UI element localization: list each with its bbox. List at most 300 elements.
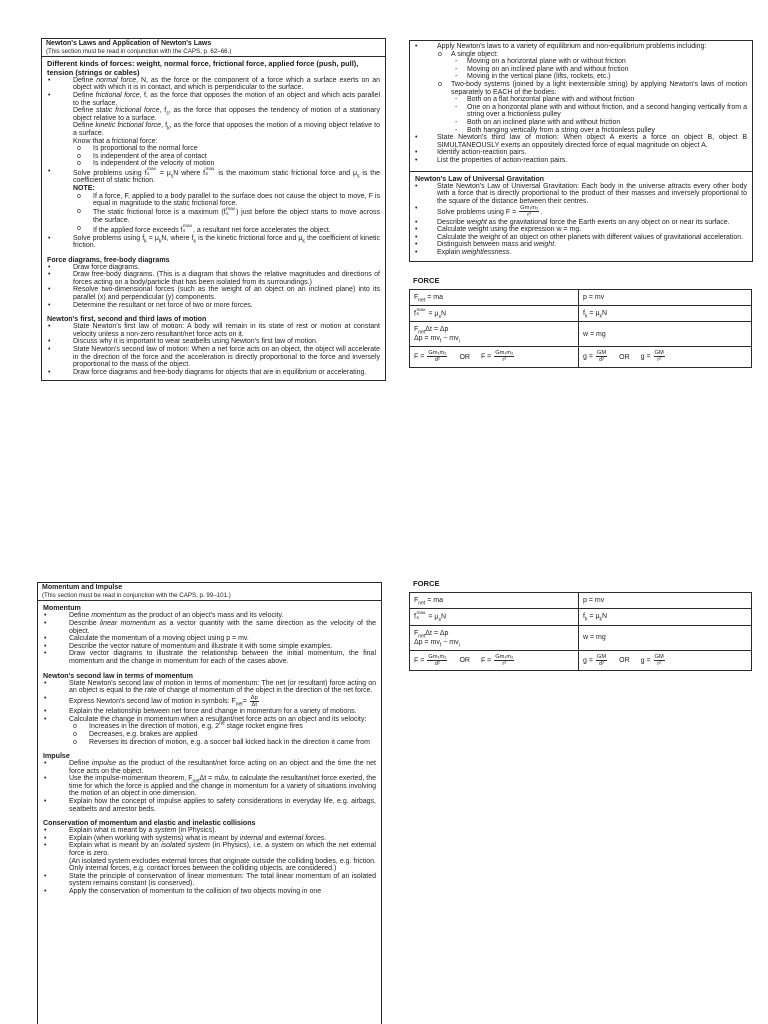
fraction (596, 654, 607, 667)
subscript: i (458, 338, 460, 345)
list-item (415, 226, 747, 234)
text-run: Is independent of the velocity of motion (93, 160, 215, 168)
list-item (47, 208, 380, 225)
sub-superscript (206, 168, 215, 178)
text-run: and (262, 834, 279, 842)
text-run: Solve problems using F = (437, 208, 519, 216)
fraction-denominator: Δt (251, 701, 257, 708)
bullet-marker: • (44, 715, 47, 723)
text-run: Resolve two-dimensional forces (such as the weight of an object on an inclined plane) into its parallel (x) and perpendicular (y) components. (73, 286, 380, 302)
italic-term: normal force (96, 76, 137, 84)
text-run: F (414, 293, 419, 301)
bullet-marker: • (44, 834, 47, 842)
text-run: = μ (587, 613, 600, 621)
bullet-marker: o (77, 160, 81, 168)
text-run: Explain what is meant by an (69, 842, 162, 850)
text-run: (in Physics), i.e. a system on which the net external force is zero. (69, 842, 376, 858)
force-formula-table (409, 289, 752, 368)
or-separator: OR (619, 353, 630, 361)
cell-line (414, 293, 574, 302)
list-item (47, 145, 380, 153)
text-run: = μ (146, 234, 159, 242)
text-run: Is proportional to the normal force (93, 145, 198, 153)
text-run: Solve problems using f (73, 234, 145, 242)
italic-term: weight (533, 241, 555, 249)
table-cell (579, 305, 752, 322)
text-run: = (242, 698, 249, 706)
sub-superscript (226, 208, 235, 218)
section-heading (43, 819, 376, 827)
list-item (43, 612, 376, 620)
section-heading (47, 256, 380, 264)
fraction-numerator: GM (596, 350, 607, 357)
bullet-marker: o (73, 723, 77, 731)
list-item (47, 122, 380, 137)
fraction-numerator: GM (596, 653, 607, 660)
or-separator: OR (459, 353, 470, 361)
subscript: net (418, 600, 426, 607)
italic-term: mass (501, 241, 519, 249)
text-run: Draw free-body diagrams. (This is a diagram that shows the relative magnitudes and directions of forces acting on a body/particle that has been isolated from its surroundings.) (73, 271, 380, 286)
list-item (43, 827, 376, 835)
item-text (73, 235, 380, 250)
fraction-denominator: d² (598, 357, 605, 364)
text-run: Moving on a horizontal plane with or without friction (467, 58, 626, 66)
text-run: F = (414, 353, 427, 361)
table-cell (410, 650, 579, 670)
cell-line (414, 325, 574, 334)
bullet-marker: • (44, 760, 47, 768)
item-text (467, 127, 655, 134)
item-text (69, 835, 326, 842)
subscript: k (144, 237, 147, 244)
table-row (410, 305, 752, 322)
superscript: max (147, 166, 156, 172)
list-item (415, 51, 747, 59)
italic-term: internal (239, 834, 263, 842)
section-heading (43, 672, 376, 680)
text-run: Δp = mv (414, 638, 440, 646)
text-run: f (414, 613, 416, 621)
momentum-impulse-panel (37, 582, 382, 1024)
italic-term: static frictional force (96, 107, 160, 115)
table-cell (410, 289, 579, 305)
subscript: s (357, 172, 360, 179)
text-run: One on a horizontal plane with and without friction, and a second hanging vertically from a string over a frictionless pulley (467, 103, 747, 119)
cell-line (583, 633, 747, 642)
list-item (47, 92, 380, 107)
panel-title: Momentum and Impulse (42, 584, 123, 591)
list-item (43, 858, 376, 873)
bullet-marker: • (44, 642, 47, 650)
right-column-top (409, 40, 753, 368)
item-text (73, 92, 380, 107)
cell-line (583, 350, 747, 363)
bullet-marker: - (455, 118, 458, 126)
panel-title: Newton's Laws and Application of Newton's Laws (46, 40, 212, 47)
subscript: net (418, 633, 426, 639)
table-cell (579, 289, 752, 305)
item-text (437, 43, 706, 50)
bullet-marker: o (77, 207, 81, 215)
table-cell (410, 625, 579, 650)
bullet-marker: • (48, 286, 51, 294)
text-run: Decreases, e.g. brakes are applied (89, 730, 198, 738)
bullet-marker: • (415, 233, 418, 241)
text-run: Δt = Δp (425, 629, 449, 637)
item-text (69, 858, 376, 873)
text-run: as a vector quantity with the same direction as the velocity of the object. (69, 620, 377, 635)
italic-term: linear momentum (100, 620, 156, 627)
item-text (93, 153, 207, 160)
bullet-marker: • (48, 76, 51, 84)
fraction (250, 695, 259, 708)
bullet-marker: • (48, 323, 51, 331)
subscript: s (438, 617, 441, 623)
item-text (437, 219, 730, 226)
italic-term: weightlessness (461, 249, 510, 257)
cell-line (414, 350, 574, 363)
subscript: f (439, 642, 442, 648)
item-text (93, 145, 198, 152)
subscript: k (302, 237, 305, 244)
text-run: If a force, F, applied to a body parallel to the surface does not cause the object to move, F is equal in magnitude to the static frictional force. (93, 192, 380, 208)
text-run: Define (73, 122, 96, 130)
list-item (47, 193, 380, 208)
item-text (73, 286, 380, 301)
bullet-marker: • (44, 620, 47, 627)
text-run: State Newton's second law of motion: When a net force acts on an object, the object will accelerate in the direction of the force and the acceleration is directly proportional to the force and inversely proportional to the mass of the object. (73, 346, 380, 369)
item-text (93, 206, 380, 225)
subscript: f (439, 338, 442, 345)
text-run: = μ (426, 310, 439, 318)
table-cell (579, 609, 752, 626)
text-run: Apply the conservation of momentum to the collision of two objects moving in one (69, 888, 322, 895)
list-item (43, 720, 376, 731)
sub-superscript (416, 309, 425, 319)
bullet-marker: - (455, 65, 458, 73)
section-heading (410, 171, 752, 183)
panel-title-block (42, 39, 385, 57)
text-run: and (518, 241, 534, 249)
item-text (437, 226, 581, 233)
table-cell (410, 305, 579, 322)
sub-superscript (183, 225, 192, 235)
fraction-numerator: Gm₁m₂ (428, 350, 447, 357)
bullet-marker: • (415, 149, 418, 157)
list-item (43, 643, 376, 651)
list-item (47, 225, 380, 235)
text-run: Describe (69, 620, 100, 627)
item-text (437, 134, 747, 149)
list-item (47, 138, 380, 146)
subscript: k (584, 313, 588, 320)
item-text (69, 635, 249, 642)
text-run: A single object: (451, 50, 499, 58)
item-text (69, 888, 321, 895)
item-text (69, 650, 376, 665)
text-run: Identify action-reaction pairs. (437, 149, 527, 157)
text-run: Explain how the concept of impulse applies to safety considerations in everyday life, e.g. airbags, seatbelts and arrestor beds. (69, 798, 376, 813)
cell-line (583, 612, 747, 621)
list-item (47, 107, 380, 122)
item-text (437, 183, 747, 205)
item-text (69, 680, 376, 695)
table-row (410, 593, 752, 609)
text-run: , a resultant net force accelerates the object. (192, 226, 331, 234)
table-row (410, 650, 752, 670)
text-run: State Newton's second law of motion in terms of momentum: The net (or resultant) force acting on an object is equal to the rate of change of momentum of the object in the direction of the net force. (69, 679, 376, 695)
bullet-marker: - (455, 96, 458, 104)
bullet-marker: • (44, 679, 47, 687)
text-run: List the properties of action-reaction pairs. (437, 156, 568, 164)
section-heading (43, 604, 376, 612)
text-run: N where f (173, 169, 206, 177)
bullet-marker: o (73, 730, 77, 738)
superscript: max (416, 611, 426, 616)
item-text (73, 138, 157, 145)
text-run: is the kinetic frictional force and μ (196, 234, 303, 242)
item-text (69, 708, 357, 715)
text-run: , f (161, 122, 168, 130)
bullet-marker: o (77, 192, 81, 200)
list-item (415, 205, 747, 218)
panel-body (38, 601, 381, 899)
text-run: g = (583, 353, 595, 361)
text-run: Both on an inclined plane with and without friction (467, 118, 621, 126)
item-text (69, 798, 376, 813)
bullet-marker: • (44, 872, 47, 880)
cell-line (583, 293, 747, 302)
text-run: F = (414, 657, 427, 665)
item-text (73, 107, 380, 122)
text-run: Describe the vector nature of momentum and illustrate it with some simple examples. (69, 642, 333, 650)
italic-term: isolated system (161, 842, 210, 850)
fraction-denominator: r² (502, 357, 507, 364)
list-item (415, 81, 747, 96)
bullet-marker: • (415, 182, 418, 190)
item-text (69, 643, 332, 650)
superscript: max (416, 307, 426, 313)
item-text (451, 51, 498, 58)
bullet-marker: • (48, 368, 51, 376)
subscript: s (438, 313, 441, 320)
text-run: Explain what is meant by a (69, 827, 155, 835)
text-run: The static frictional force is a maximum (f (93, 209, 226, 217)
sub-superscript (416, 612, 425, 622)
list-item (47, 271, 380, 286)
list-item (47, 346, 380, 369)
text-run: Reverses its direction of motion, e.g. a soccer ball kicked back in the direction it came from (89, 738, 370, 746)
text-run: Explain (when working with systems) what is meant by (69, 834, 240, 842)
subscript: net (418, 297, 426, 304)
item-text (467, 104, 747, 119)
list-item (47, 323, 380, 338)
text-run: stage rocket engine fires (224, 723, 303, 731)
italic-term: momentum (91, 612, 127, 620)
text-run: F = (480, 657, 494, 665)
item-text (73, 346, 380, 368)
panel-subtitle: (This section must be read in conjunction with the CAPS, p. 99–101.) (42, 592, 231, 600)
item-text (73, 77, 380, 92)
text-run: p = mv (583, 597, 605, 604)
subscript: k (599, 313, 602, 320)
subscript: net (192, 778, 200, 785)
text-run: Apply Newton's laws to a variety of equilibrium and non-equilibrium problems including: (437, 43, 707, 50)
text-run: = μ (426, 613, 439, 621)
text-run: as the product of the resultant/net force acting on an object and the time the net force acts on the object. (69, 760, 376, 775)
text-run: Newton's Law of Universal Gravitation (415, 174, 545, 183)
fraction-numerator: Gm₁m₂ (495, 653, 514, 660)
bullet-marker: • (48, 301, 51, 309)
bullet-marker: • (44, 612, 47, 620)
text-run: State Newton's first law of motion: A body will remain in its state of rest or motion at constant velocity unless a non-zero resultant/net force acts on it. (73, 323, 380, 338)
table-cell (410, 347, 579, 367)
subscript: s (147, 171, 150, 177)
text-run: , as the force that opposes the tendency of motion of a stationary object relative to a surface. (73, 107, 380, 122)
item-text (73, 122, 380, 137)
list-item (47, 77, 380, 92)
fraction (654, 350, 665, 363)
text-run: Δp = mv (414, 335, 440, 343)
fraction-denominator: d² (598, 660, 605, 667)
list-item (47, 153, 380, 161)
italic-term: weight (466, 218, 487, 226)
subscript: s (183, 228, 186, 234)
bullet-marker: • (415, 156, 418, 164)
text-run: Describe (437, 218, 467, 226)
text-run: = μ (156, 169, 171, 177)
item-text (69, 620, 376, 635)
bullet-marker: • (415, 226, 418, 234)
fraction-denominator: d² (434, 660, 440, 667)
bullet-marker: o (77, 152, 81, 160)
superscript: max (205, 166, 215, 172)
text-run: . (509, 249, 512, 257)
or-separator: OR (619, 657, 630, 665)
fraction-denominator: r² (657, 660, 662, 667)
text-run: Discuss why it is important to wear seatbelts using Newton's first law of motion. (73, 338, 318, 346)
bullet-marker: • (48, 346, 51, 354)
italic-term: external forces (278, 834, 325, 842)
item-text (437, 241, 556, 248)
text-run: Draw force diagrams. (73, 263, 140, 271)
text-run: Explain (437, 249, 462, 257)
force-table-label: FORCE (413, 579, 440, 588)
text-run: Calculate weight using the expression w = mg. (437, 226, 582, 234)
text-run: Momentum (43, 604, 81, 613)
item-text (69, 612, 283, 619)
text-run: f (583, 309, 585, 317)
panel-body (42, 57, 385, 380)
list-item (415, 66, 747, 74)
item-text (467, 58, 626, 65)
list-item (43, 842, 376, 857)
text-run: Define (69, 612, 92, 620)
bullet-marker: • (44, 888, 47, 895)
text-run: Define (73, 76, 97, 84)
bullet-marker: o (438, 80, 442, 88)
item-text (69, 842, 376, 857)
fraction-denominator: r² (502, 660, 507, 667)
text-run: (in Physics). (176, 827, 217, 835)
table-cell (410, 593, 579, 609)
item-text (89, 731, 198, 738)
list-item (415, 149, 747, 157)
list-item (415, 127, 747, 135)
cell-line (414, 309, 574, 319)
item-text (69, 760, 376, 775)
text-run: State Newton's third law of motion: When object A exerts a force on object B, object B SIMULTANEOUSLY exerts an oppositely directed force of equal magnitude on object A. (437, 134, 747, 149)
bullet-marker: o (77, 224, 81, 232)
subscript: i (458, 642, 460, 648)
subscript: s (170, 172, 174, 179)
subscript: k (158, 237, 162, 244)
superscript: max (183, 223, 192, 229)
cell-line (583, 330, 747, 339)
subscript: k (193, 237, 197, 244)
text-run: Δt = Δp (425, 326, 449, 334)
text-run: Impulse (43, 752, 70, 761)
bullet-marker: • (44, 842, 47, 850)
list-item (43, 620, 376, 635)
text-run: Define (73, 107, 97, 115)
list-item (415, 58, 747, 66)
item-text (467, 96, 634, 103)
subscript: k (584, 616, 588, 623)
table-row (410, 609, 752, 626)
list-item (47, 286, 380, 301)
item-text (437, 205, 543, 219)
bullet-marker: o (77, 145, 81, 153)
fraction (427, 654, 447, 667)
list-item (43, 760, 376, 775)
text-run: N (602, 309, 608, 317)
fraction (596, 350, 607, 363)
item-text (69, 827, 216, 834)
text-run: , f (159, 107, 167, 115)
text-run: Δt = mΔv, to calculate the resultant/net force exerted, the time for which the force is applied and the change in momentum for a variety of situations involving the motion of an object in one dimension. (69, 775, 376, 798)
text-run: Newton's first, second and third laws of motion (47, 315, 207, 324)
newton-laws-continued-panel (409, 40, 753, 262)
table-cell (410, 609, 579, 626)
table-row (410, 347, 752, 367)
table-cell (410, 322, 579, 347)
list-item (415, 104, 747, 119)
fraction-numerator: Δp (250, 694, 258, 701)
bullet-marker: • (415, 249, 418, 257)
list-item (43, 680, 376, 695)
fraction (427, 350, 447, 363)
italic-term: kinetic frictional force (95, 122, 162, 130)
bullet-marker: • (48, 263, 51, 271)
text-run: F (414, 629, 419, 637)
text-run: , f, as the force that opposes the motion of an object and which acts parallel to the surface. (73, 92, 380, 107)
list-item (415, 249, 747, 257)
text-run: Distinguish between (437, 241, 502, 249)
bullet-marker: • (415, 218, 418, 226)
fraction-denominator: d² (434, 357, 440, 364)
newton-laws-panel (41, 38, 386, 381)
list-item (415, 157, 747, 165)
text-run: Moving on an inclined plane with and without friction (467, 65, 629, 73)
item-text (69, 775, 376, 797)
text-run: Express Newton's second law of motion in symbols: F (69, 698, 236, 706)
table-row (410, 289, 752, 305)
text-run: = ma (425, 293, 443, 301)
cell-line (583, 654, 747, 667)
subscript: s (416, 312, 419, 318)
